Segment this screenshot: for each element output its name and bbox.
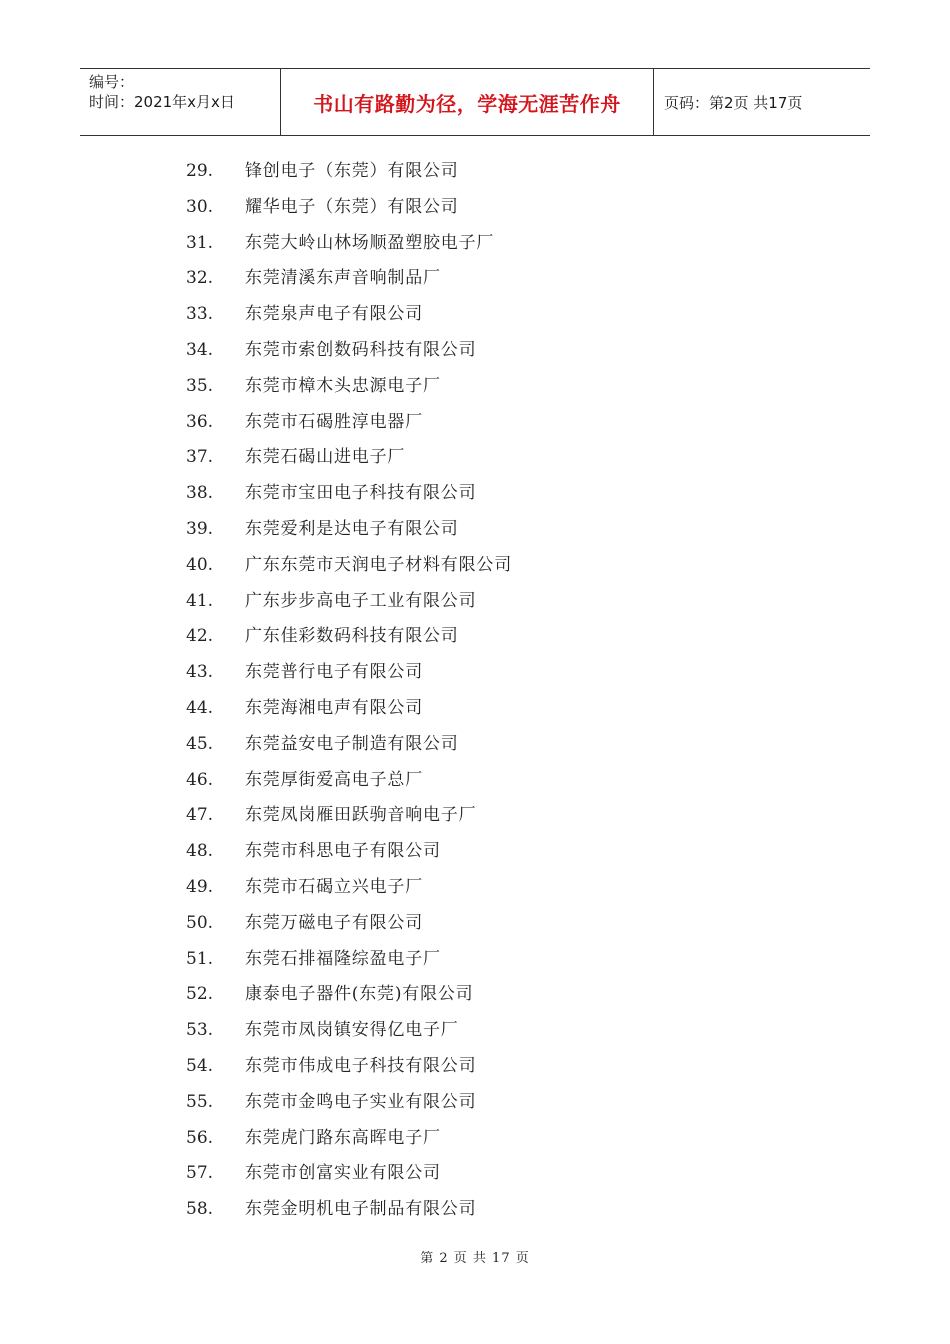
item-number: 49. [186, 876, 214, 897]
item-number: 56. [186, 1127, 214, 1148]
item-number: 53. [186, 1020, 214, 1041]
list-item [0, 548, 950, 584]
company-name: 东莞石碣山进电子厂 [245, 447, 406, 468]
company-name: 东莞市金鸣电子实业有限公司 [245, 1091, 477, 1112]
list-item [0, 297, 950, 333]
company-name: 耀华电子（东莞）有限公司 [245, 196, 459, 217]
item-number: 32. [186, 268, 214, 289]
company-name: 东莞普行电子有限公司 [245, 662, 423, 683]
list-item [0, 333, 950, 369]
item-number: 47. [186, 805, 214, 826]
company-name: 锋创电子（东莞）有限公司 [245, 161, 459, 181]
page-header [80, 68, 870, 136]
list-item [0, 584, 950, 620]
item-number: 39. [186, 518, 214, 539]
list-item [0, 870, 950, 906]
company-name: 东莞市石碣胜淳电器厂 [245, 411, 423, 432]
company-name: 广东步步高电子工业有限公司 [245, 590, 477, 611]
list-item [0, 1156, 950, 1192]
list-item [0, 977, 950, 1013]
time-label: 时间：2021年x月x日 [89, 93, 235, 111]
list-item [0, 906, 950, 942]
item-number: 41. [186, 590, 214, 611]
company-list [0, 154, 950, 1228]
list-item [0, 226, 950, 262]
list-item [0, 154, 950, 190]
list-item [0, 798, 950, 834]
header-page-info: 页码：第2页 共17页 [664, 93, 803, 112]
list-item [0, 1192, 950, 1228]
item-number: 29. [186, 161, 214, 181]
company-name: 东莞市创富实业有限公司 [245, 1163, 441, 1184]
item-number: 42. [186, 626, 214, 647]
item-number: 50. [186, 912, 214, 933]
list-item [0, 476, 950, 512]
item-number: 51. [186, 948, 214, 969]
list-item [0, 405, 950, 441]
list-item [0, 763, 950, 799]
company-name: 东莞市伟成电子科技有限公司 [245, 1055, 477, 1076]
company-name: 康泰电子器件(东莞)有限公司 [245, 984, 474, 1005]
page-footer: 第 2 页 共 17 页 [420, 1251, 530, 1266]
company-name: 东莞市石碣立兴电子厂 [245, 876, 423, 897]
list-item [0, 655, 950, 691]
company-name: 广东佳彩数码科技有限公司 [245, 626, 459, 647]
company-name: 东莞万磁电子有限公司 [245, 912, 423, 933]
company-name: 东莞市科思电子有限公司 [245, 841, 441, 862]
item-number: 45. [186, 733, 214, 754]
list-item [0, 691, 950, 727]
list-item [0, 1085, 950, 1121]
list-item [0, 727, 950, 763]
item-number: 37. [186, 447, 214, 468]
item-number: 33. [186, 304, 214, 325]
item-number: 48. [186, 841, 214, 862]
company-name: 东莞市索创数码科技有限公司 [245, 339, 477, 360]
company-name: 东莞益安电子制造有限公司 [245, 733, 459, 754]
company-name: 东莞泉声电子有限公司 [245, 304, 423, 325]
list-item [0, 512, 950, 548]
list-item [0, 261, 950, 297]
item-number: 43. [186, 662, 214, 683]
company-name: 东莞海湘电声有限公司 [245, 697, 423, 718]
item-number: 38. [186, 483, 214, 504]
company-name: 东莞石排福隆综盈电子厂 [245, 948, 441, 969]
list-item [0, 190, 950, 226]
list-item [0, 619, 950, 655]
company-name: 东莞爱利是达电子有限公司 [245, 518, 459, 539]
item-number: 55. [186, 1091, 214, 1112]
company-name: 东莞市樟木头忠源电子厂 [245, 375, 441, 396]
list-item [0, 1049, 950, 1085]
company-name: 东莞厚街爱高电子总厂 [245, 769, 423, 790]
item-number: 36. [186, 411, 214, 432]
item-number: 52. [186, 984, 214, 1005]
company-name: 东莞清溪东声音响制品厂 [245, 268, 441, 289]
list-item [0, 834, 950, 870]
list-item [0, 1121, 950, 1157]
company-name: 东莞大岭山林场顺盈塑胶电子厂 [245, 232, 495, 253]
company-name: 东莞凤岗雁田跃驹音响电子厂 [245, 805, 477, 826]
item-number: 46. [186, 769, 214, 790]
number-label: 编号： [89, 73, 135, 91]
header-motto: 书山有路勤为径，学海无涯苦作舟 [281, 69, 654, 135]
company-name: 东莞市凤岗镇安得亿电子厂 [245, 1020, 459, 1041]
company-name: 东莞市宝田电子科技有限公司 [245, 483, 477, 504]
item-number: 58. [186, 1199, 214, 1220]
company-name: 广东东莞市天润电子材料有限公司 [245, 554, 512, 575]
list-item [0, 440, 950, 476]
list-item [0, 1013, 950, 1049]
item-number: 54. [186, 1055, 214, 1076]
item-number: 34. [186, 339, 214, 360]
item-number: 35. [186, 375, 214, 396]
item-number: 40. [186, 554, 214, 575]
list-item [0, 369, 950, 405]
list-item [0, 942, 950, 978]
item-number: 31. [186, 232, 214, 253]
company-name: 东莞虎门路东高晖电子厂 [245, 1127, 441, 1148]
item-number: 44. [186, 697, 214, 718]
item-number: 30. [186, 196, 214, 217]
item-number: 57. [186, 1163, 214, 1184]
header-meta [80, 69, 281, 135]
company-name: 东莞金明机电子制品有限公司 [245, 1199, 477, 1220]
